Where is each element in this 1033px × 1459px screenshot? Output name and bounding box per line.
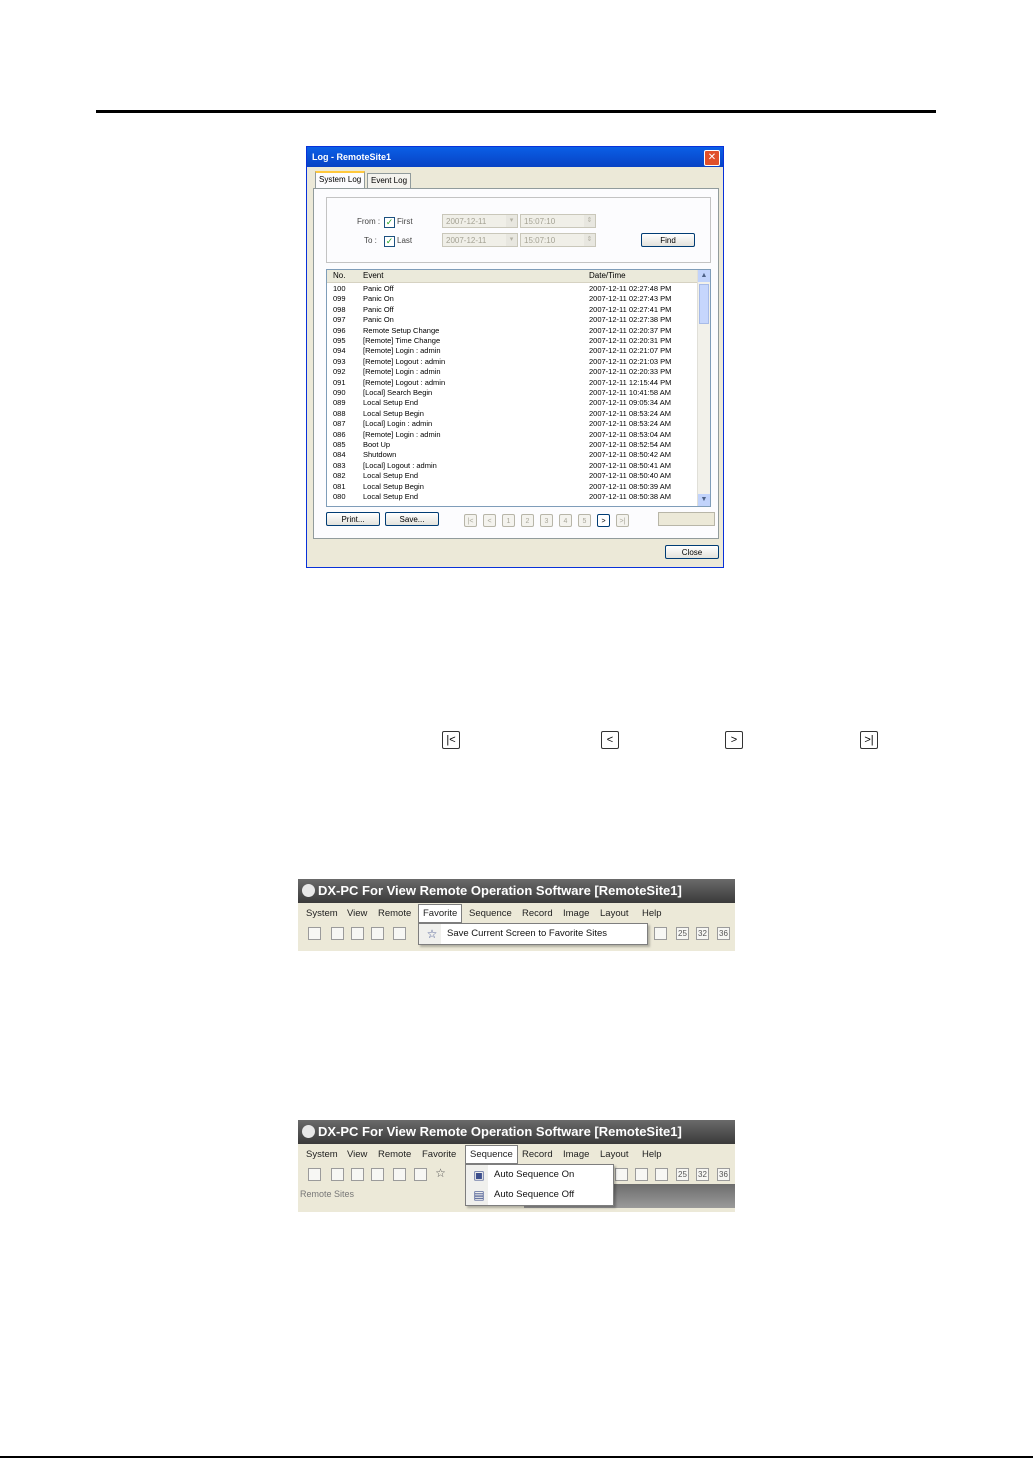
monitor-icon[interactable] [308, 1168, 321, 1181]
to-label: To : [364, 236, 377, 245]
row-number: 095 [333, 336, 346, 345]
column-event[interactable]: Event [363, 271, 384, 280]
log-icon[interactable] [393, 1168, 406, 1181]
row-datetime: 2007-12-11 02:27:38 PM [589, 315, 672, 325]
prev-page-icon: < [601, 731, 619, 749]
table-row[interactable] [327, 357, 698, 368]
menu-record[interactable]: Record [522, 1149, 553, 1160]
table-row[interactable] [327, 409, 698, 420]
row-number: 099 [333, 294, 346, 304]
row-number: 088 [333, 408, 346, 418]
row-event: Local Setup End [363, 471, 419, 481]
row-event: Panic On [363, 315, 394, 325]
row-datetime: 2007-12-11 02:27:43 PM [589, 294, 672, 304]
grid-layout-icon[interactable] [655, 1168, 668, 1181]
row-datetime: 2007-12-11 08:53:24 AM [589, 419, 672, 429]
remote-setup-icon[interactable] [351, 927, 364, 940]
system-log-panel [313, 188, 719, 539]
table-row[interactable] [327, 482, 698, 493]
close-button[interactable]: Close [665, 545, 719, 559]
monitor-icon[interactable] [308, 927, 321, 940]
remote-config-icon[interactable] [371, 1168, 384, 1181]
remote-setup-icon[interactable] [351, 1168, 364, 1181]
table-row[interactable] [327, 378, 698, 389]
single-layout-icon[interactable] [615, 1168, 628, 1181]
app-logo-icon [302, 1125, 315, 1138]
menu-favorite[interactable]: Favorite [418, 904, 462, 923]
list-header [327, 270, 698, 283]
column-datetime[interactable]: Date/Time [589, 271, 626, 280]
table-row[interactable] [327, 471, 698, 482]
log-icon[interactable] [393, 927, 406, 940]
row-datetime: 2007-12-11 09:05:34 AM [589, 398, 672, 408]
to-time-field[interactable] [520, 233, 596, 247]
table-row[interactable] [327, 284, 698, 295]
next-page-icon[interactable]: > [597, 514, 610, 527]
row-event: [Remote] Logout : admin [363, 377, 446, 387]
tab-event-log[interactable]: Event Log [367, 173, 411, 188]
row-datetime: 2007-12-11 02:20:37 PM [589, 325, 672, 335]
table-row[interactable] [327, 419, 698, 430]
from-time-field[interactable] [520, 214, 596, 228]
row-number: 097 [333, 315, 346, 325]
menu-image[interactable]: Image [563, 908, 590, 919]
row-number: 081 [333, 481, 346, 491]
row-number: 091 [333, 377, 346, 387]
spinner-icon[interactable]: ⇕ [584, 234, 595, 246]
row-number: 090 [333, 388, 346, 397]
sequence-on-icon: ▣ [473, 1168, 485, 1182]
table-row[interactable] [327, 461, 698, 472]
row-datetime: 2007-12-11 08:50:39 AM [589, 481, 672, 491]
row-event: Boot Up [363, 440, 391, 449]
menu-record[interactable]: Record [522, 908, 553, 919]
log-list[interactable] [326, 269, 711, 507]
table-row[interactable] [327, 294, 698, 305]
row-datetime: 2007-12-11 08:53:04 AM [589, 429, 672, 439]
menu-remote[interactable]: Remote [378, 1149, 412, 1160]
date-filter-box [326, 197, 711, 263]
row-datetime: 2007-12-11 08:50:38 AM [589, 492, 672, 501]
table-row[interactable] [327, 440, 698, 451]
column-no[interactable]: No. [333, 271, 346, 280]
star-icon[interactable]: ☆ [435, 1166, 446, 1180]
grid-layout-icon[interactable] [654, 927, 667, 940]
first-page-icon: |< [442, 731, 460, 749]
row-datetime: 2007-12-11 08:52:54 AM [589, 440, 672, 449]
row-event: Local Setup End [363, 492, 419, 501]
menu-layout[interactable]: Layout [600, 1149, 629, 1160]
row-datetime: 2007-12-11 08:50:40 AM [589, 471, 672, 481]
to-date-value: 2007-12-11 [446, 236, 487, 245]
table-row[interactable] [327, 450, 698, 461]
row-number: 087 [333, 419, 346, 429]
row-number: 082 [333, 471, 346, 481]
row-event: [Remote] Login : admin [363, 346, 441, 356]
last-checkbox[interactable]: ✓ [385, 236, 394, 246]
row-datetime: 2007-12-11 02:27:41 PM [589, 304, 672, 314]
row-number: 086 [333, 429, 346, 439]
layout-32-icon[interactable]: 32 [696, 1168, 709, 1181]
menu-system[interactable]: System [306, 908, 338, 919]
layout-25-icon[interactable]: 25 [676, 1168, 689, 1181]
spinner-icon[interactable]: ⇕ [584, 215, 595, 227]
chevron-down-icon[interactable]: ▾ [506, 234, 517, 246]
sequence-dropdown [465, 1164, 614, 1206]
row-number: 093 [333, 356, 346, 366]
menu-view[interactable]: View [347, 1149, 368, 1160]
auto-sequence-on-item[interactable] [466, 1165, 613, 1185]
row-event: Local Setup Begin [363, 481, 424, 491]
row-datetime: 2007-12-11 08:50:42 AM [589, 450, 672, 460]
row-number: 085 [333, 440, 346, 449]
layout-32-icon[interactable]: 32 [696, 927, 709, 940]
row-event: Panic Off [363, 284, 394, 293]
menu-view[interactable]: View [347, 908, 368, 919]
menu-image[interactable]: Image [563, 1149, 590, 1160]
row-datetime: 2007-12-11 02:27:48 PM [589, 284, 672, 293]
table-row[interactable] [327, 326, 698, 337]
favorite-menu-screenshot [298, 879, 735, 951]
menu-help[interactable]: Help [642, 908, 662, 919]
table-row[interactable] [327, 367, 698, 378]
row-datetime: 2007-12-11 02:21:03 PM [589, 356, 672, 366]
layout-36-icon[interactable]: 36 [717, 1168, 730, 1181]
menu-sequence[interactable]: Sequence [465, 1145, 518, 1164]
table-row[interactable] [327, 492, 698, 503]
row-number: 094 [333, 346, 346, 356]
auto-sequence-off-item[interactable] [466, 1185, 613, 1205]
print-icon[interactable] [414, 1168, 427, 1181]
row-datetime: 2007-12-11 02:21:07 PM [589, 346, 672, 356]
first-page-icon[interactable]: |< [464, 514, 477, 527]
app-title: DX-PC For View Remote Operation Software [RemoteSite1] [318, 883, 682, 898]
close-icon[interactable]: ✕ [704, 150, 720, 166]
row-event: Local Setup Begin [363, 408, 424, 418]
first-label: First [397, 217, 413, 226]
row-number: 080 [333, 492, 346, 501]
vertical-scrollbar[interactable] [697, 270, 710, 506]
menu-sequence[interactable]: Sequence [469, 908, 512, 919]
scroll-up-icon[interactable]: ▲ [698, 270, 710, 282]
row-event: Remote Setup Change [363, 325, 440, 335]
from-date-field[interactable] [442, 214, 518, 228]
menu-bar [298, 903, 735, 923]
page-1-button[interactable]: 1 [502, 514, 515, 527]
row-number: 096 [333, 325, 346, 335]
next-page-icon: > [725, 731, 743, 749]
page-5-button[interactable]: 5 [578, 514, 591, 527]
menu-remote[interactable]: Remote [378, 908, 412, 919]
save-button[interactable]: Save... [385, 512, 439, 526]
app-title: DX-PC For View Remote Operation Software [RemoteSite1] [318, 1124, 682, 1139]
row-event: Panic Off [363, 304, 394, 314]
row-number: 092 [333, 367, 346, 377]
scroll-thumb[interactable] [699, 284, 709, 324]
from-time-value: 15:07:10 [524, 217, 556, 226]
table-row[interactable] [327, 336, 698, 347]
first-checkbox[interactable]: ✓ [385, 217, 394, 227]
page-3-button[interactable]: 3 [540, 514, 553, 527]
row-event: [Remote] Login : admin [363, 429, 441, 439]
to-time-value: 15:07:10 [524, 236, 556, 245]
app-title-bar [298, 1120, 735, 1144]
remote-config-icon[interactable] [371, 927, 384, 940]
table-row[interactable] [327, 305, 698, 316]
row-event: [Remote] Logout : admin [363, 356, 446, 366]
menu-bar [298, 1144, 735, 1164]
to-date-field[interactable] [442, 233, 518, 247]
sequence-menu-screenshot [298, 1120, 735, 1212]
save-favorite-label: Save Current Screen to Favorite Sites [447, 928, 607, 939]
menu-system[interactable]: System [306, 1149, 338, 1160]
scroll-down-icon[interactable]: ▼ [698, 494, 710, 506]
row-number: 100 [333, 284, 346, 293]
table-row[interactable] [327, 430, 698, 441]
row-number: 084 [333, 450, 346, 460]
find-button[interactable]: Find [641, 233, 695, 247]
row-number: 083 [333, 460, 346, 470]
menu-favorite[interactable]: Favorite [422, 1149, 457, 1160]
row-datetime: 2007-12-11 08:53:24 AM [589, 408, 672, 418]
layout-36-icon[interactable]: 36 [717, 927, 730, 940]
dialog-title-bar[interactable] [307, 147, 723, 167]
app-logo-icon [302, 884, 315, 897]
table-row[interactable] [327, 398, 698, 409]
auto-sequence-on-label: Auto Sequence On [494, 1169, 575, 1180]
row-number: 089 [333, 398, 346, 408]
setup-icon[interactable] [331, 927, 344, 940]
row-datetime: 2007-12-11 10:41:58 AM [589, 388, 672, 397]
row-number: 098 [333, 304, 346, 314]
prev-page-icon[interactable]: < [483, 514, 496, 527]
dialog-title: Log - RemoteSite1 [312, 152, 392, 162]
last-page-icon: >| [860, 731, 878, 749]
row-datetime: 2007-12-11 02:20:31 PM [589, 336, 672, 345]
page-status-box [658, 512, 715, 526]
row-event: [Local] Logout : admin [363, 460, 437, 470]
last-page-icon[interactable]: >| [616, 514, 629, 527]
row-event: Local Setup End [363, 398, 419, 408]
quad-layout-icon[interactable] [635, 1168, 648, 1181]
star-icon: ☆ [426, 927, 438, 941]
app-title-bar [298, 879, 735, 903]
print-button[interactable]: Print... [326, 512, 380, 526]
row-datetime: 2007-12-11 08:50:41 AM [589, 460, 672, 470]
layout-25-icon[interactable]: 25 [676, 927, 689, 940]
save-favorite-menu-item[interactable] [419, 924, 647, 944]
chevron-down-icon[interactable]: ▾ [506, 215, 517, 227]
row-event: [Local] Search Begin [363, 388, 433, 397]
row-datetime: 2007-12-11 02:20:33 PM [589, 367, 672, 377]
menu-help[interactable]: Help [642, 1149, 662, 1160]
row-event: Panic On [363, 294, 394, 304]
row-event: [Remote] Login : admin [363, 367, 441, 377]
from-date-value: 2007-12-11 [446, 217, 487, 226]
menu-layout[interactable]: Layout [600, 908, 629, 919]
bottom-rule [0, 1456, 1033, 1458]
sequence-off-icon: ▤ [473, 1188, 485, 1202]
row-datetime: 2007-12-11 12:15:44 PM [589, 377, 672, 387]
table-row[interactable] [327, 346, 698, 357]
table-row[interactable] [327, 315, 698, 326]
page-4-button[interactable]: 4 [559, 514, 572, 527]
favorite-dropdown [418, 923, 648, 945]
last-label: Last [397, 236, 413, 245]
row-event: [Remote] Time Change [363, 336, 441, 345]
auto-sequence-off-label: Auto Sequence Off [494, 1189, 575, 1200]
top-rule [96, 110, 936, 113]
page-2-button[interactable]: 2 [521, 514, 534, 527]
log-dialog [306, 146, 724, 568]
from-label: From : [357, 217, 381, 226]
row-event: Shutdown [363, 450, 397, 460]
setup-icon[interactable] [331, 1168, 344, 1181]
row-event: [Local] Login : admin [363, 419, 433, 429]
table-row[interactable] [327, 388, 698, 399]
tab-system-log[interactable]: System Log [315, 171, 365, 189]
remote-sites-label: Remote Sites [300, 1189, 355, 1199]
